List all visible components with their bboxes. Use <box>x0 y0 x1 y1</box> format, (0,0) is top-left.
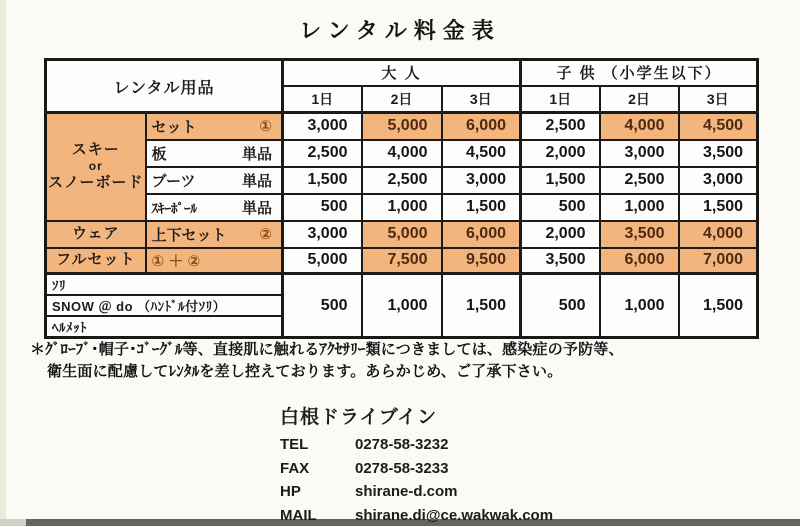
header-adult: 大 人 <box>283 60 521 86</box>
price-cell: 500 <box>521 194 600 221</box>
price-cell: 3,500 <box>521 248 600 274</box>
contact-row-fax <box>280 457 553 481</box>
price-cell: 6,000 <box>442 221 521 248</box>
item-wear-set <box>146 221 283 248</box>
price-cell: 4,000 <box>362 140 442 167</box>
group-ski-line3: スノーボード <box>47 174 145 193</box>
price-cell: 1,000 <box>362 194 442 221</box>
item-wear-set-number: ② <box>259 225 276 243</box>
price-cell: 5,000 <box>362 113 442 140</box>
price-cell: 3,000 <box>283 113 362 140</box>
price-cell: 2,000 <box>521 221 600 248</box>
item-fullset-combo-label: ① ＋ ② <box>152 250 201 271</box>
price-cell: 7,000 <box>679 248 758 274</box>
group-ski-line2: or <box>47 159 145 174</box>
price-cell: 6,000 <box>442 113 521 140</box>
contact-block <box>280 402 553 527</box>
hp-label: HP <box>280 480 355 504</box>
item-set <box>146 113 283 140</box>
header-rental-items: レンタル用品 <box>46 60 283 113</box>
price-cell: 5,000 <box>362 221 442 248</box>
price-cell: 1,500 <box>521 167 600 194</box>
fax-value: 0278-58-3233 <box>355 457 448 481</box>
item-boots-label: ブーツ <box>152 170 196 191</box>
item-boots <box>146 167 283 194</box>
item-helmet: ﾍﾙﾒｯﾄ <box>46 316 283 338</box>
item-snow-do: SNOW ＠ do （ﾊﾝﾄﾞﾙ付ｿﾘ） <box>46 295 283 316</box>
group-ski-snowboard <box>46 113 146 221</box>
item-board-type: 単品 <box>242 143 276 164</box>
price-cell: 500 <box>521 274 600 338</box>
day-header-adult-1: 1日 <box>283 86 362 113</box>
item-wear-set-label: 上下セット <box>152 224 227 245</box>
page-title: レンタル料金表 <box>0 14 800 45</box>
price-cell: 3,500 <box>600 221 679 248</box>
item-board-label: 板 <box>152 143 167 164</box>
business-name: 白根ドライブイン <box>280 402 553 429</box>
price-cell: 4,000 <box>600 113 679 140</box>
price-cell: 3,000 <box>442 167 521 194</box>
item-fullset-combo <box>146 248 283 274</box>
hp-value: shirane-d.com <box>355 480 458 504</box>
price-cell: 4,000 <box>679 221 758 248</box>
price-cell: 1,500 <box>442 194 521 221</box>
footnote-line2: 衛生面に配慮してﾚﾝﾀﾙを差し控えております。あらかじめ、ご了承下さい。 <box>30 361 775 383</box>
group-wear: ウェア <box>46 221 146 248</box>
item-ski-pole-type: 単品 <box>242 197 276 218</box>
price-cell: 3,500 <box>679 140 758 167</box>
price-cell: 9,500 <box>442 248 521 274</box>
price-cell: 2,500 <box>521 113 600 140</box>
price-cell: 4,500 <box>679 113 758 140</box>
price-cell: 3,000 <box>600 140 679 167</box>
item-ski-pole <box>146 194 283 221</box>
price-cell: 500 <box>283 274 362 338</box>
price-cell: 2,000 <box>521 140 600 167</box>
contact-row-hp <box>280 480 553 504</box>
item-set-label: セット <box>152 116 197 137</box>
mail-value: shirane.di@ce.wakwak.com <box>355 504 553 527</box>
contact-row-tel <box>280 433 553 457</box>
price-cell: 3,000 <box>679 167 758 194</box>
price-cell: 2,500 <box>283 140 362 167</box>
day-header-adult-2: 2日 <box>362 86 442 113</box>
price-cell: 1,500 <box>442 274 521 338</box>
footnote-line1: ＊ｸﾞﾛｰﾌﾞ･帽子･ｺﾞｰｸﾞﾙ等、直接肌に触れるｱｸｾｻﾘｰ類につきましては、感染症の予防等、 <box>30 339 775 361</box>
price-cell: 1,500 <box>679 194 758 221</box>
group-ski-line1: スキー <box>47 141 145 160</box>
price-cell: 1,000 <box>600 194 679 221</box>
header-child: 子 供 （小学生以下） <box>521 60 758 86</box>
rental-price-table <box>44 58 759 339</box>
tel-label: TEL <box>280 433 355 457</box>
price-cell: 1,500 <box>283 167 362 194</box>
scan-edge-bottom-left <box>0 519 26 526</box>
item-sled: ｿﾘ <box>46 274 283 296</box>
contact-row-mail <box>280 504 553 527</box>
price-cell: 5,000 <box>283 248 362 274</box>
item-board <box>146 140 283 167</box>
footnote <box>30 339 775 383</box>
price-cell: 1,500 <box>679 274 758 338</box>
fax-label: FAX <box>280 457 355 481</box>
price-cell: 1,000 <box>362 274 442 338</box>
price-cell: 3,000 <box>283 221 362 248</box>
price-cell: 500 <box>283 194 362 221</box>
mail-label: MAIL <box>280 504 355 527</box>
item-set-number: ① <box>259 117 276 135</box>
scan-edge-left <box>0 0 6 526</box>
day-header-child-3: 3日 <box>679 86 758 113</box>
item-ski-pole-label: ｽｷｰﾎﾟｰﾙ <box>152 198 198 217</box>
price-cell: 6,000 <box>600 248 679 274</box>
price-cell: 2,500 <box>600 167 679 194</box>
price-cell: 1,000 <box>600 274 679 338</box>
price-cell: 4,500 <box>442 140 521 167</box>
day-header-child-2: 2日 <box>600 86 679 113</box>
day-header-child-1: 1日 <box>521 86 600 113</box>
group-fullset: フルセット <box>46 248 146 274</box>
item-boots-type: 単品 <box>242 170 276 191</box>
price-cell: 2,500 <box>362 167 442 194</box>
tel-value: 0278-58-3232 <box>355 433 448 457</box>
day-header-adult-3: 3日 <box>442 86 521 113</box>
price-cell: 7,500 <box>362 248 442 274</box>
